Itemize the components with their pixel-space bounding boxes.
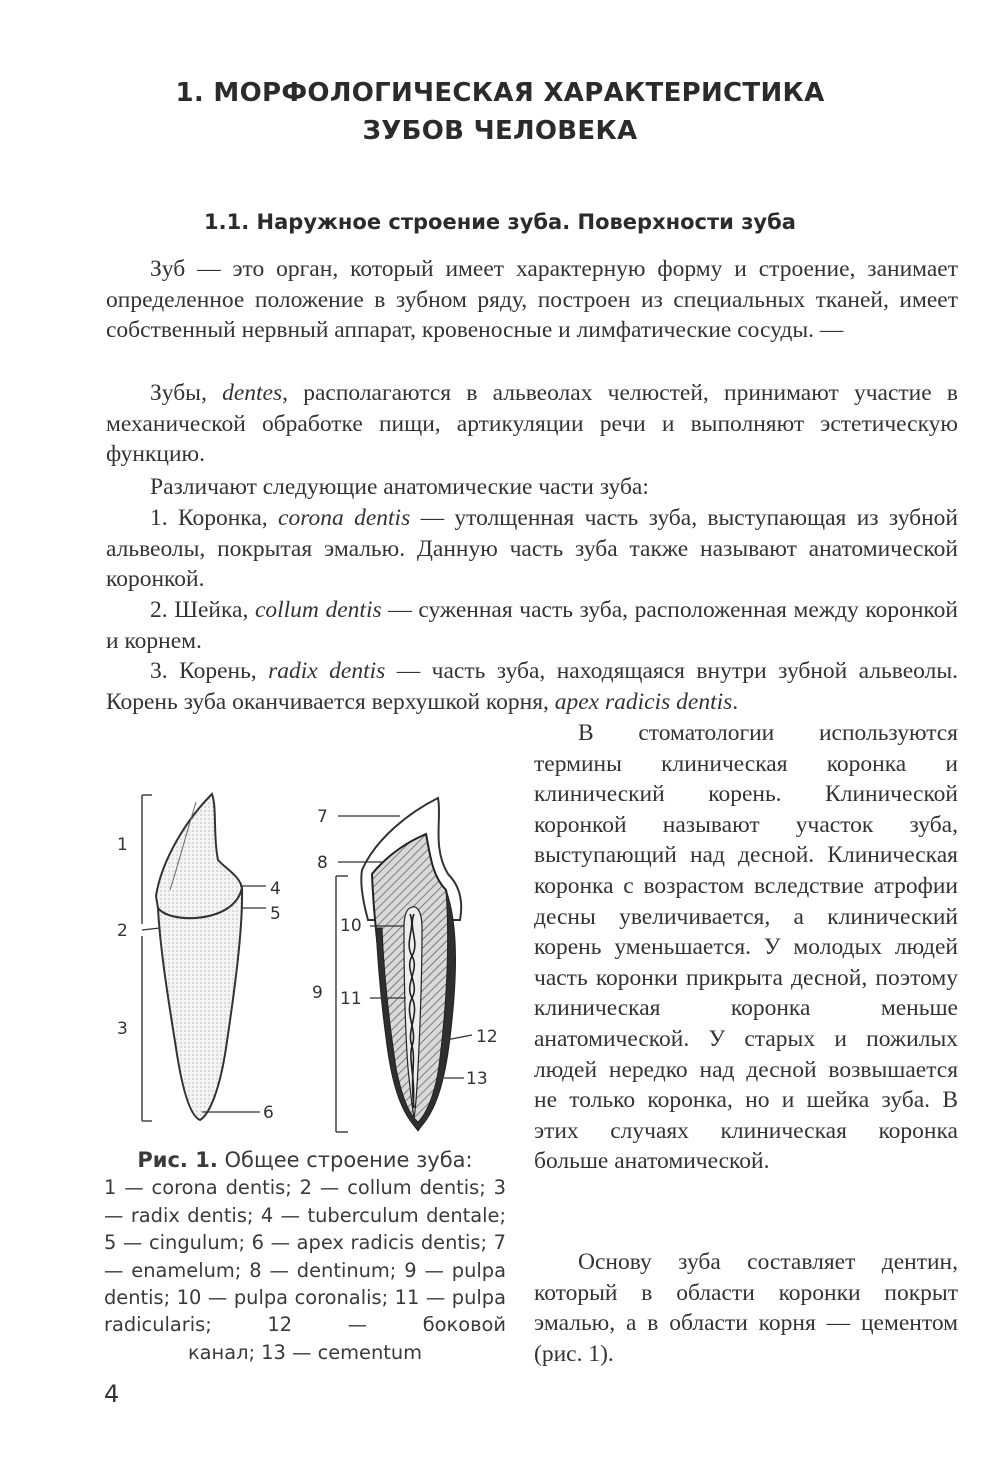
paragraph-text: Зуб — это орган, который имеет характерную форму и строение, занимает определенное положение в зубном ряду, построен из специальных тканей, имеет собственный нервный аппарат, кровеносные и лимфатические сосуды. — [106,256,958,343]
paragraph-neck [106,595,958,656]
paragraph-text: Основу зуба составляет дентин, который в области коронки покрыт эмалью, а в области корня — цементом (рис. 1). [534,1249,958,1367]
paragraph-crown [106,503,958,595]
paragraph-clinical-crown [534,718,958,1177]
caption-legend-last-line: канал; 13 — cementum [187,1340,423,1364]
paragraph-tooth-definition [106,254,958,346]
caption-legend: 1 — corona dentis; 2 — collum dentis; 3 — radix dentis; 4 — tuberculum dentale; 5 — cingulum; 6 — apex radicis dentis; 7 — enamelum; 8 — dentinum; 9 — pulpa dentis; 10 — pulpa coronalis; 11 — pulpa radicularis; 12 — боковой [104,1176,506,1337]
latin-term: collum dentis [254,597,382,623]
caption-figure-number: Рис. 1. [137,1148,218,1172]
figure-label-3: 3 [117,1019,128,1039]
chapter-title-line-1: 1. МОРФОЛОГИЧЕСКАЯ ХАРАКТЕРИСТИКА [175,78,825,108]
tooth-structure-figure [100,778,520,1134]
paragraph-text: Различают следующие анатомические части зуба: [150,474,649,500]
paragraph-dentin [534,1247,958,1369]
latin-term: apex radicis dentis [554,688,733,715]
figure-label-13: 13 [466,1069,488,1089]
figure-label-10: 10 [340,916,362,936]
latin-term: radix dentis [268,658,386,684]
paragraph-text: , располагаются в альвеолах челюстей, принимают участие в механической обработке пищи, артикуляции речи и выполняют эстетическую функцию. [106,380,958,467]
paragraph-text: — суженная часть зуба, расположенная между коронкой и корнем. [106,597,958,654]
paragraph-text: . [732,688,739,715]
tooth-root-outline [158,888,242,1120]
page-number: 4 [104,1380,120,1408]
paragraph-anatomical-parts [106,472,958,503]
figure-label-6: 6 [263,1103,274,1123]
external-tooth-drawing [142,794,266,1121]
section-title: 1.1. Наружное строение зуба. Поверхности зуба [204,210,796,234]
chapter-title-line-2: ЗУБОВ ЧЕЛОВЕКА [362,116,638,146]
latin-term: dentes [222,380,283,406]
figure-label-1: 1 [117,835,128,855]
paragraph-text: 3. Корень, [150,658,269,684]
paragraph-text: — утолщенная часть зуба, выступающая из зубной альвеолы, покрытая эмалью. Данную часть зуба также называют анатомической коронкой. [106,505,958,592]
paragraph-text: 1. Коронка, [150,505,279,531]
figure-label-8: 8 [317,853,328,873]
figure-label-11: 11 [340,989,362,1009]
paragraph-text: 2. Шейка, [150,597,255,623]
chapter-title [0,74,1000,150]
figure-label-12: 12 [476,1027,498,1047]
caption-heading [104,1147,506,1174]
latin-term: corona dentis [278,505,411,531]
sectional-tooth-drawing [336,798,472,1132]
figure-label-4: 4 [270,879,281,899]
pointer-2 [142,928,160,930]
figure-label-9: 9 [312,983,323,1003]
figure-label-5: 5 [270,904,281,924]
figure-label-7: 7 [317,807,328,827]
tooth-crown-outline [156,794,242,918]
paragraph-dentes [106,378,958,470]
paragraph-text: — часть зуба, находящаяся внутри зубной альвеолы. Корень зуба оканчивается верхушкой корня, [106,658,958,715]
figure-label-2: 2 [117,921,128,941]
figure-caption [104,1147,506,1366]
paragraph-text: Зубы, [150,380,223,406]
paragraph-text: В стоматологии используются термины клиническая коронка и клинический корень. Клинической коронкой называют участок зуба, выступающий над десной. Клиническая коронка с возрастом вследствие атрофии десны увеличивается, а клинический корень уменьшается. У молодых людей часть коронки прикрыта десной, поэтому клиническая коронка меньше анатомической. У старых и пожилых людей нередко над десной возвышается не только коронка, но и шейка зуба. В этих случаях клиническая коронка больше анатомической. [534,720,958,1175]
paragraph-root [106,656,958,717]
caption-title: Общее строение зуба: [217,1148,473,1172]
